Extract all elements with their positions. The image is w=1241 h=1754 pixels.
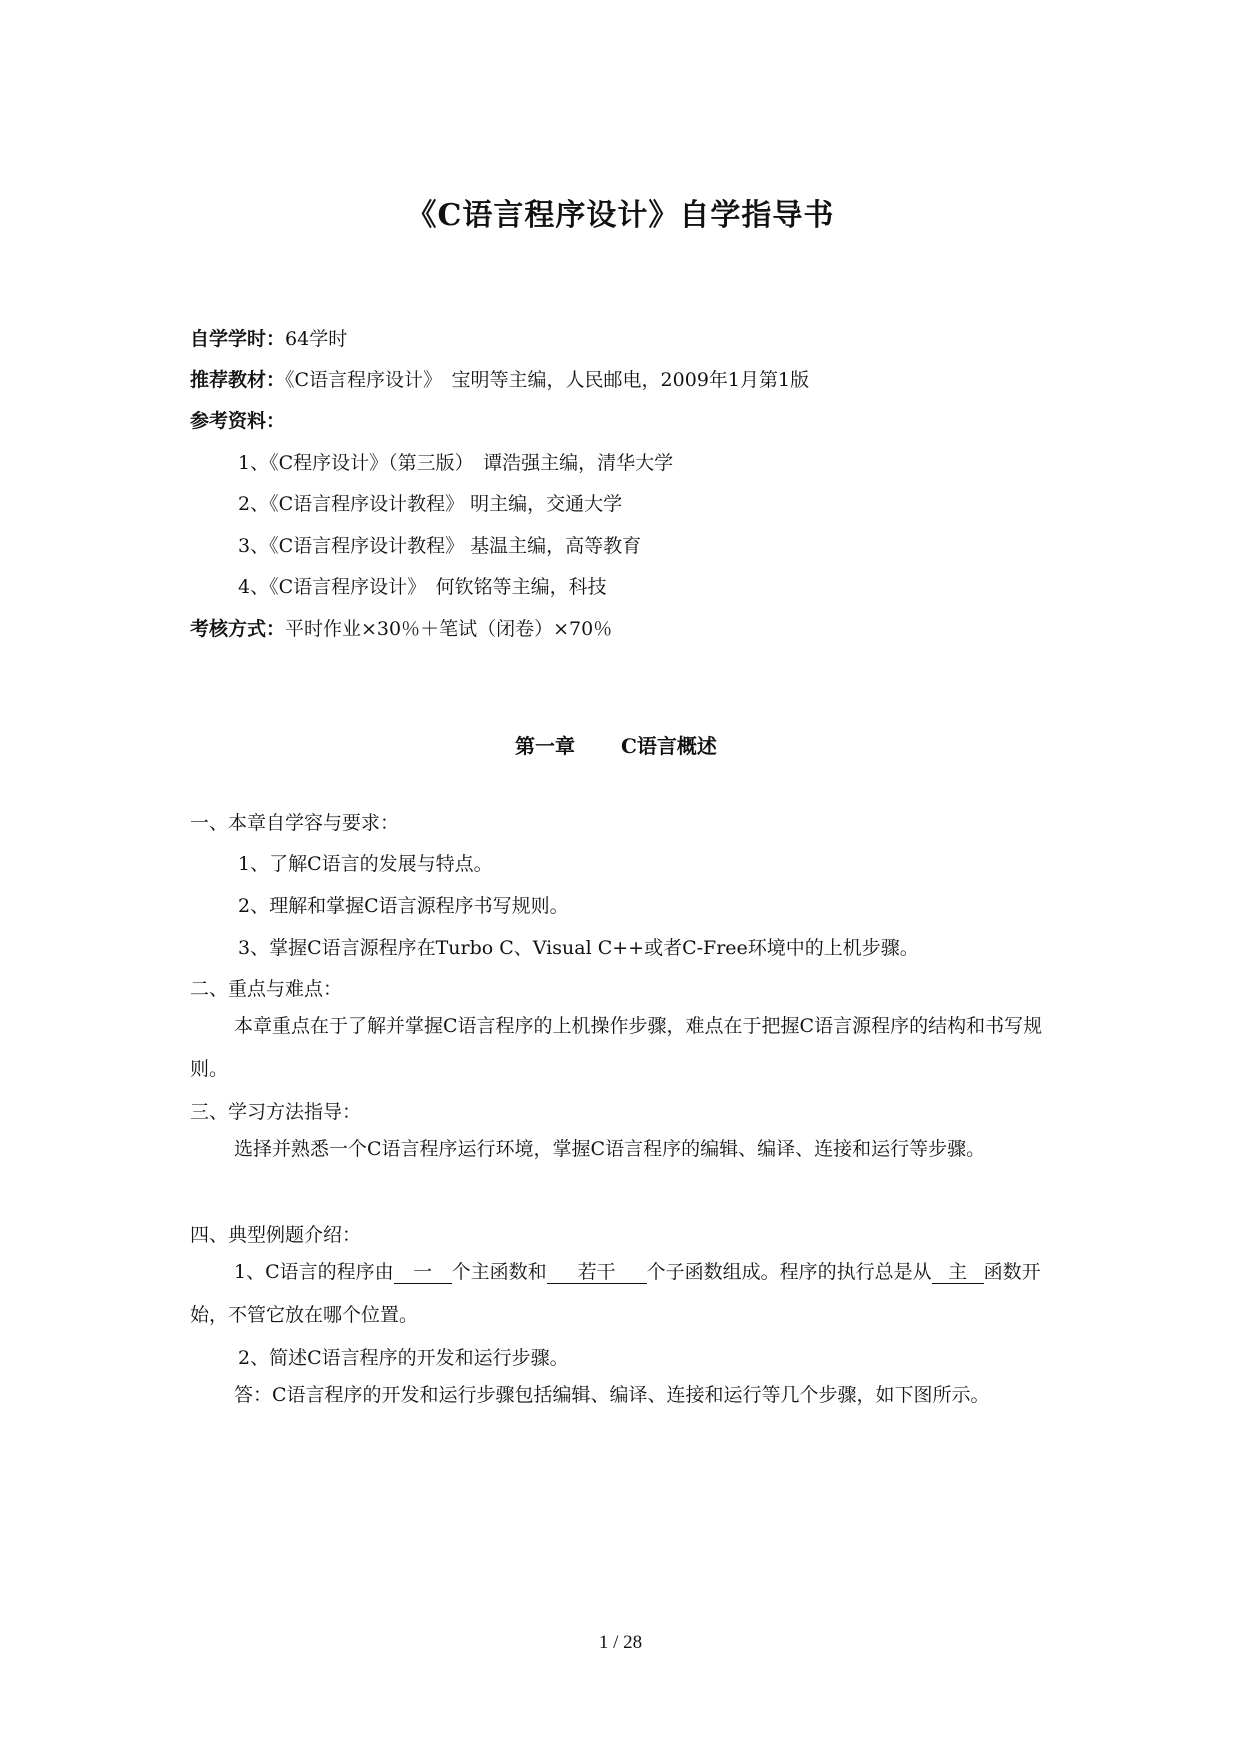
- paragraph-text: 选择并熟悉一个C语言程序运行环境，掌握C语言程序的编辑、编译、连接和运行等步骤。: [234, 1138, 986, 1160]
- references-heading: [190, 408, 285, 434]
- list-item: 2、理解和掌握C语言源程序书写规则。: [238, 895, 569, 917]
- textbook-label: 推荐教材：: [190, 369, 286, 391]
- paragraph: [190, 1128, 1056, 1171]
- textbook-value: 《C语言程序设计》 宝明等主编，人民邮电，2009年1月第1版: [285, 369, 810, 391]
- reference-item: 2、《C语言程序设计教程》 明主编，交通大学: [238, 493, 623, 515]
- answer-blank: 若干: [547, 1261, 647, 1284]
- section-heading: 二、重点与难点：: [190, 978, 343, 1000]
- answer-text: 答：C语言程序的开发和运行步骤包括编辑、编译、连接和运行等几个步骤，如下图所示。: [234, 1384, 990, 1406]
- section-heading: 三、学习方法指导：: [190, 1101, 362, 1123]
- assessment-label: 考核方式：: [190, 618, 286, 640]
- answer-blank: 主: [932, 1261, 984, 1284]
- reference-item: 1、《C程序设计》（第三版） 谭浩强主编，清华大学: [238, 452, 674, 474]
- section-heading: 一、本章自学容与要求：: [190, 812, 400, 834]
- chapter-name: C语言概述: [621, 734, 717, 758]
- study-hours-value: 64学时: [285, 328, 348, 350]
- reference-item: 3、《C语言程序设计教程》 基温主编，高等教育: [238, 535, 642, 557]
- reference-item: 4、《C语言程序设计》 何钦铭等主编，科技: [238, 576, 607, 598]
- list-item: 3、掌握C语言源程序在Turbo C、Visual C++或者C-Free环境中的上机步骤。: [238, 937, 919, 959]
- example-question-2: 2、简述C语言程序的开发和运行步骤。: [238, 1347, 569, 1369]
- question-text: 1、C语言的程序由: [234, 1261, 394, 1283]
- question-text: 函数开始，不管它放在哪个位置。: [190, 1261, 1041, 1326]
- recommended-textbook: [190, 367, 809, 393]
- chapter-heading: [515, 730, 717, 759]
- assessment-value: 平时作业×30％＋笔试（闭卷）×70％: [285, 618, 613, 640]
- assessment-method: [190, 616, 612, 642]
- study-hours: [190, 326, 347, 352]
- question-text: 个子函数组成。程序的执行总是从: [646, 1261, 932, 1283]
- question-text: 个主函数和: [451, 1261, 547, 1283]
- example-question-1: [190, 1251, 1056, 1337]
- study-hours-label: 自学学时：: [190, 328, 286, 350]
- page-number: 1 / 28: [598, 1632, 643, 1653]
- paragraph-text: 本章重点在于了解并掌握C语言程序的上机操作步骤，难点在于把握C语言源程序的结构和书写规则。: [190, 1015, 1043, 1080]
- references-label: 参考资料：: [190, 410, 286, 432]
- section-heading: 四、典型例题介绍：: [190, 1224, 362, 1246]
- answer-blank: 一: [394, 1261, 452, 1284]
- answer-paragraph: [190, 1374, 1056, 1417]
- paragraph: [190, 1005, 1056, 1091]
- chapter-number: 第一章: [515, 734, 575, 758]
- list-item: 1、了解C语言的发展与特点。: [238, 853, 493, 875]
- document-title: 《C语言程序设计》自学指导书: [406, 198, 835, 233]
